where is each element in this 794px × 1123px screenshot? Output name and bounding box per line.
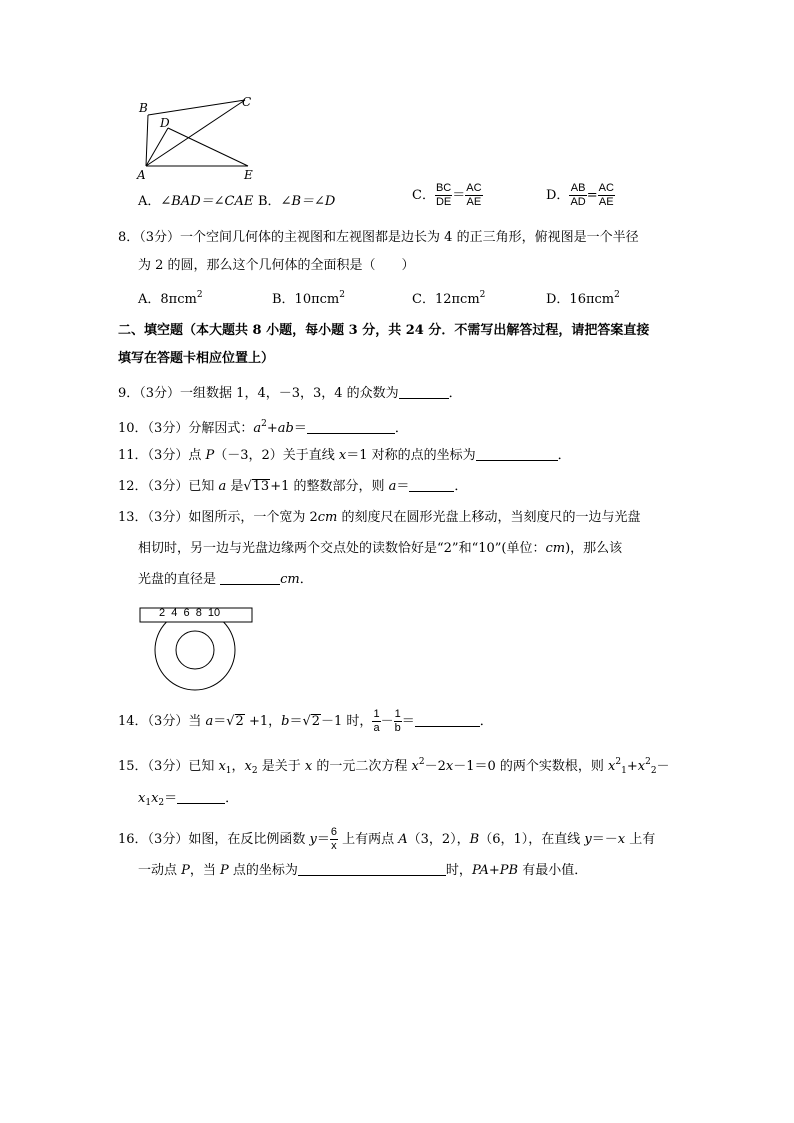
- q7-option-a: A．∠BAD＝∠CAE: [138, 194, 254, 209]
- q8-option-c: C．12πcm$^2$: [412, 290, 486, 307]
- q13-line-1: 13．（3分）如图所示，一个宽为 2cm 的刻度尺在圆形光盘上移动，当刻度尺的一边与光盘: [118, 510, 641, 525]
- label-d: D: [160, 116, 170, 130]
- q7-option-c: C． $\frac{BC}{DE}$ ＝ $\frac{AC}{AE}$: [412, 182, 482, 208]
- q13-answer-blank[interactable]: [220, 571, 280, 585]
- q13-ruler-marks: 2 4 6 8 10: [159, 607, 221, 619]
- q14: 14．（3分）当 a＝√2 +1，b＝√2－1 时， $\frac{1}{a}$ － $\frac{1}{b}$ ＝ ．: [118, 708, 493, 734]
- q7-option-b: B．∠B＝∠D: [258, 194, 336, 209]
- q12: 12．（3分）已知 a 是√13+1 的整数部分，则 a＝ ．: [118, 479, 468, 494]
- q15-answer-blank[interactable]: [177, 790, 225, 804]
- q16-answer-blank[interactable]: [298, 862, 446, 876]
- q13-line-2: 相切时，另一边与光盘边缘两个交点处的读数恰好是“2”和“10”(单位：cm)，那么该: [138, 541, 623, 556]
- q8-line-2: 为 2 的圆，那么这个几何体的全面积是（ ）: [138, 258, 415, 273]
- q7-geometry-figure: [130, 90, 265, 185]
- q9: 9．（3分）一组数据 1，4，－3，3，4 的众数为 ．: [118, 386, 462, 401]
- q16-line-2: 一动点 P，当 P 点的坐标为 时，PA+PB 有最小值．: [138, 863, 588, 878]
- q10-answer-blank[interactable]: [307, 420, 395, 434]
- q11-answer-blank[interactable]: [476, 447, 558, 461]
- q12-answer-blank[interactable]: [409, 478, 454, 492]
- q15-line-1: 15．（3分）已知 $x_1$，$x_2$ 是关于 x 的一元二次方程 $x^2-2x-1=0$ 的两个实数根，则 $x^2_1+x^2_2-$: [118, 757, 670, 776]
- q10: 10．（3分）分解因式：$a^2+ab=$ ．: [118, 419, 408, 436]
- q8-line-1: 8．（3分）一个空间几何体的主视图和左视图都是边长为 4 的正三角形，俯视图是一个半径: [118, 230, 639, 245]
- q8-option-b: B．10πcm$^2$: [272, 290, 345, 307]
- q14-answer-blank[interactable]: [415, 713, 480, 727]
- label-e: E: [244, 168, 253, 182]
- q11: 11．（3分）点 P（－3，2）关于直线 x＝1 对称的点的坐标为 ．: [118, 448, 571, 463]
- section-2-heading-line-1: 二、填空题（本大题共 8 小题，每小题 3 分，共 24 分．不需写出解答过程，请把答案直接: [118, 323, 650, 338]
- q8-option-a: A．8πcm$^2$: [138, 290, 203, 307]
- q7-option-d: D． $\frac{AB}{AD}$ = $\frac{AC}{AE}$: [546, 182, 614, 208]
- q9-answer-blank[interactable]: [399, 385, 449, 399]
- q15-line-2: $x_1x_2=$ ．: [138, 791, 239, 808]
- q13-line-3: 光盘的直径是 cm．: [138, 572, 313, 587]
- label-a: A: [137, 168, 146, 182]
- section-2-heading-line-2: 填写在答题卡相应位置上）: [118, 351, 275, 366]
- label-b: B: [139, 101, 148, 115]
- q16-line-1: 16．（3分）如图，在反比例函数 y＝ $\frac{6}{x}$ 上有两点 A（3，2），B（6，1），在直线 y＝－x 上有: [118, 826, 656, 852]
- q8-option-d: D．16πcm$^2$: [546, 290, 620, 307]
- label-c: C: [242, 95, 252, 109]
